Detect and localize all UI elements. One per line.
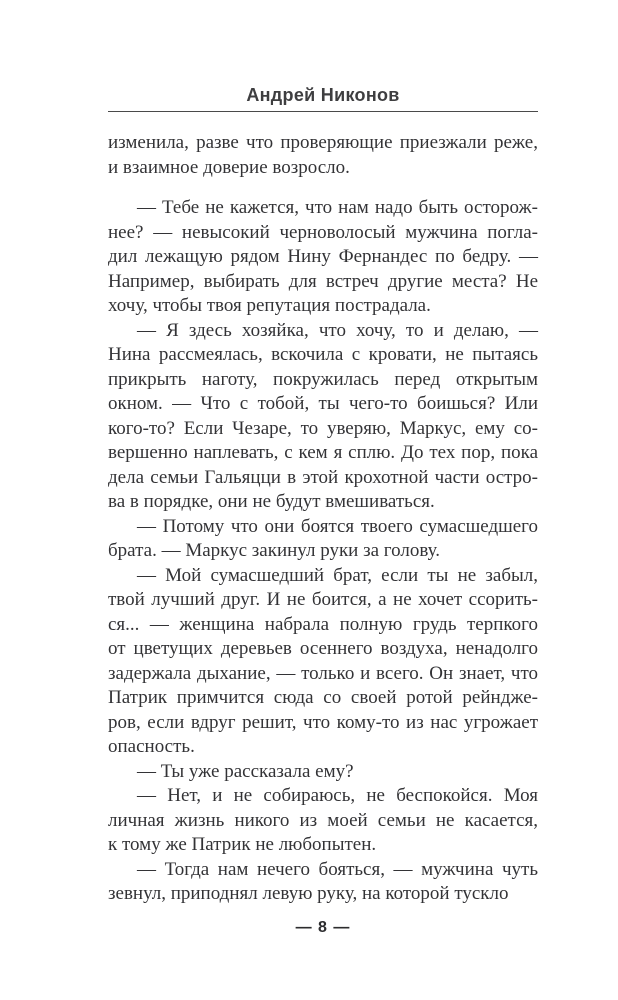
text-line: Нина рассмеялась, вскочила с кровати, не пытаясь [108,344,538,365]
text-line: ва в порядке, они не будут вмешиваться. [108,491,435,512]
text-line: — Я здесь хозяйка, что хочу, то и делаю, — [137,319,538,341]
text-line: — Тогда нам нечего бояться, — мужчина чуть [137,858,538,880]
paragraph [108,131,538,180]
text-line: ся... — женщина набрала полную грудь терпкого [108,613,538,635]
paragraph [108,319,538,515]
text-line: кого-то? Если Чезаре, то уверяю, Маркус, ему со- [108,417,538,439]
text-line: от цветущих деревьев осеннего воздуха, ненадолго [108,638,538,659]
text-line: — Мой сумасшедший брат, если ты не забыл, [137,564,538,586]
text-line: дела семьи Гальяцци в этой крохотной части остро- [108,466,538,488]
text-line: Например, выбирать для встреч другие места? Не [108,270,538,292]
page-text [108,131,538,907]
text-line: зевнул, приподнял левую руку, на которой тускло [108,883,509,904]
text-line: нее? — невысокий черноволосый мужчина погла- [108,221,538,243]
text-line: — Потому что они боятся твоего сумасшедшего [137,515,538,537]
paragraph [108,196,538,319]
text-line: брата. — Маркус закинул руки за голову. [108,540,441,561]
text-line: личная жизнь никого из моей семьи не касается, [108,809,538,831]
paragraph [108,858,538,907]
text-line: опасность. [108,736,195,757]
header-rule [108,111,538,112]
paragraph [108,784,538,858]
text-line: изменила, разве что проверяющие приезжали реже, [108,132,538,153]
text-line: ров, если вдруг решит, что кому-то из нас угрожает [108,711,538,733]
text-line: хочу, чтобы твоя репутация пострадала. [108,295,431,316]
text-line: к тому же Патрик не любопытен. [108,834,377,855]
text-line: — Тебе не кажется, что нам надо быть осторож- [137,197,538,218]
text-line: дил лежащую рядом Нину Фернандес по бедру. — [108,246,538,267]
text-line: — Нет, и не собираюсь, не беспокойся. Моя [137,785,538,806]
text-line: Патрик примчится сюда со своей ротой рейндже- [108,687,538,708]
text-line: окном. — Что с тобой, ты чего-то боишься? Или [108,393,538,414]
text-line: — Ты уже рассказала ему? [137,760,354,782]
text-line: и взаимное доверие возросло. [108,156,350,178]
text-line: прикрыть наготу, покружилась перед открытым [108,368,538,390]
page-number: — 8 — [295,919,351,936]
paragraph [108,515,538,564]
running-header-author: Андрей Никонов [246,85,400,105]
paragraph [108,760,538,785]
paragraph [108,564,538,760]
text-line: вершенно наплевать, с кем я сплю. До тех пор, пока [108,442,538,463]
text-line: задержала дыхание, — только и всего. Он знает, что [108,662,538,684]
text-line: твой лучший друг. И не боится, а не хочет ссорить- [108,589,538,610]
